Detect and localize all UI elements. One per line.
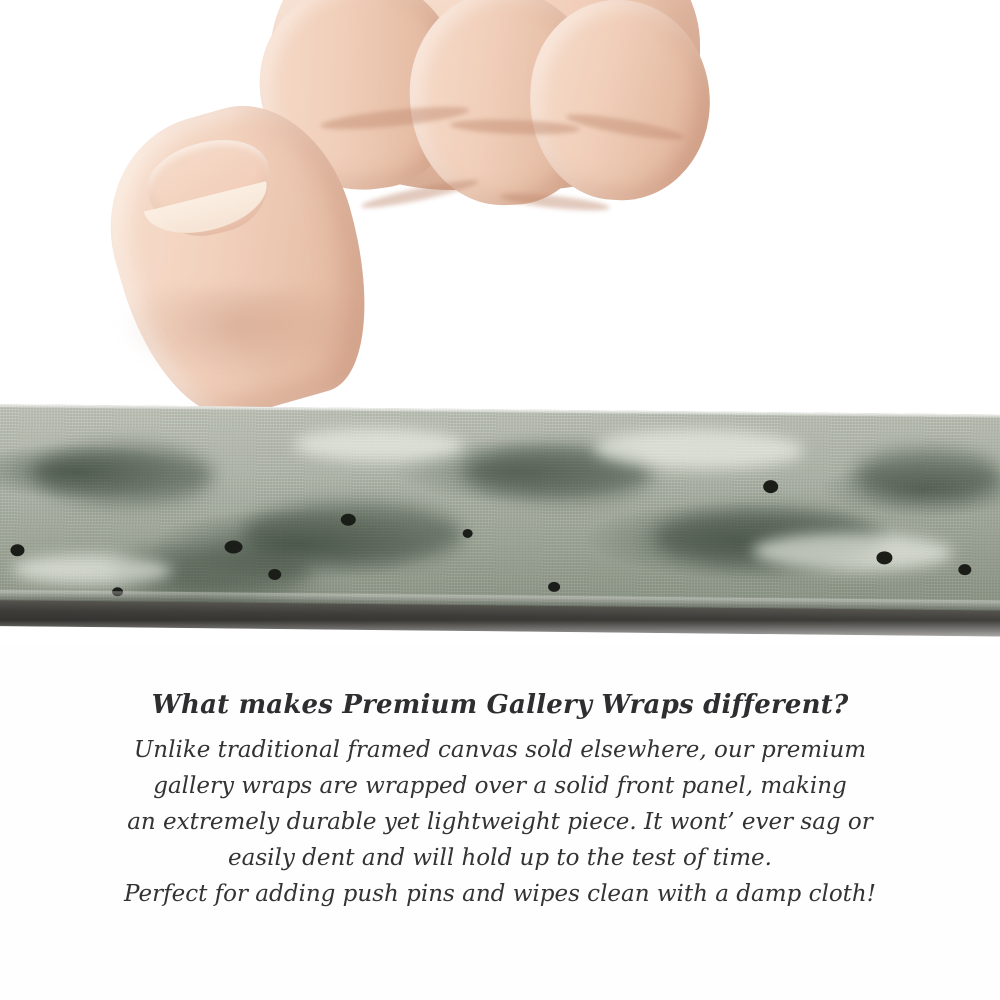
caption-line-1: Unlike traditional framed canvas sold elsewhere, our premium [133, 737, 867, 763]
caption-line-4: easily dent and will hold up to the test of time. [228, 845, 772, 871]
caption-block [0, 690, 1000, 912]
photo-fade [0, 620, 1000, 645]
caption-heading: What makes Premium Gallery Wraps different? [151, 690, 849, 720]
dark-speck [763, 480, 778, 493]
dark-speck [268, 569, 281, 580]
caption-line-5: Perfect for adding push pins and wipes clean with a damp cloth! [124, 881, 876, 907]
dark-speck [548, 582, 560, 592]
dark-speck [224, 540, 242, 553]
dark-speck [10, 544, 24, 556]
dark-speck [958, 564, 971, 575]
canvas-edge-strip [0, 404, 1000, 637]
dark-speck [463, 529, 473, 538]
dark-speck [341, 514, 356, 526]
hand-illustration [110, 0, 730, 430]
caption-line-2: gallery wraps are wrapped over a solid front panel, making [153, 773, 847, 799]
caption-line-3: an extremely durable yet lightweight piece. It wont’ ever sag or [127, 809, 873, 835]
thumb-shadow [116, 290, 366, 380]
dark-speck [876, 551, 892, 564]
